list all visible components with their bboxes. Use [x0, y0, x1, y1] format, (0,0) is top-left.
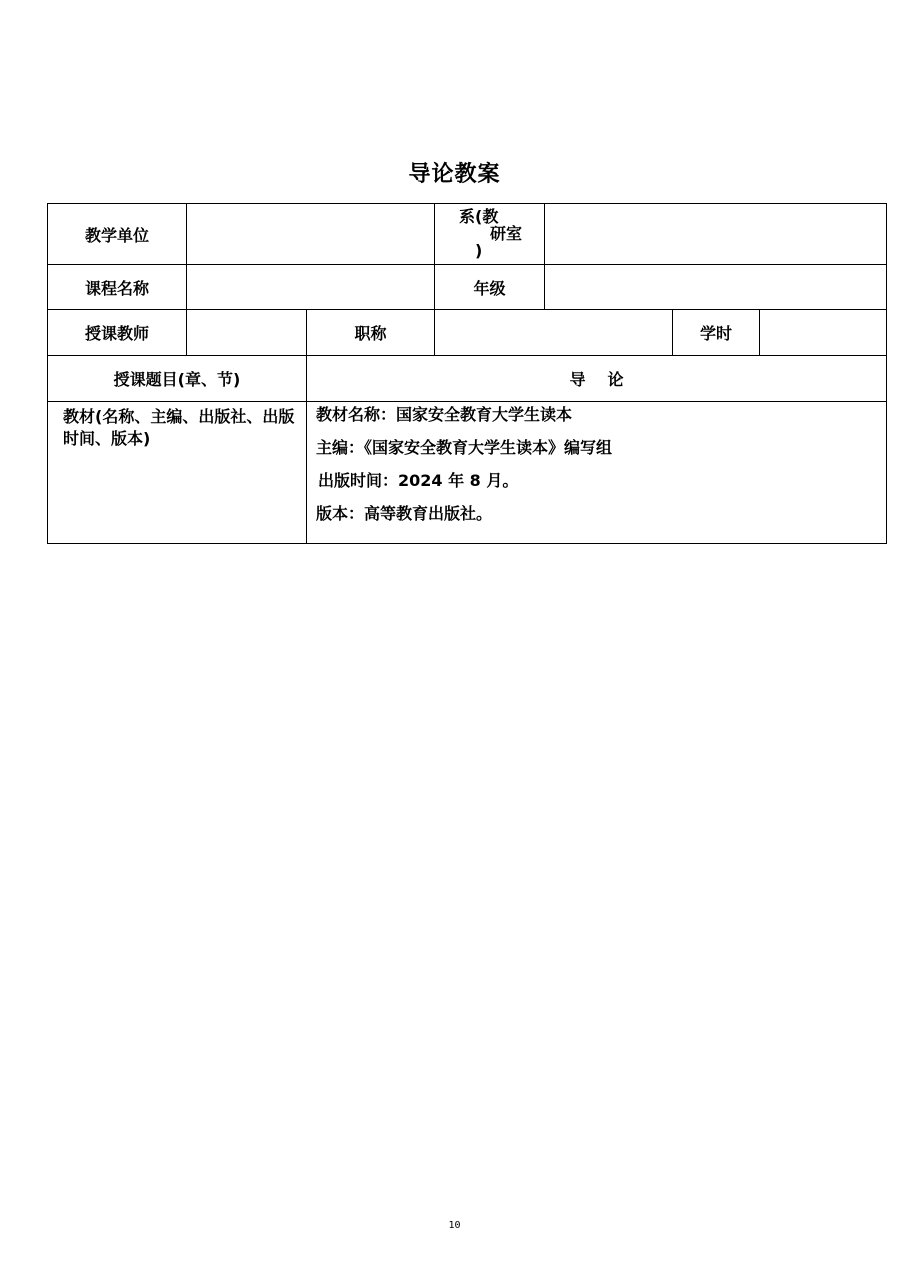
- grade-label: 年级: [435, 265, 545, 310]
- textbook-editor-line: 主编：《国家安全教育大学生读本》编写组: [316, 438, 613, 457]
- textbook-info[interactable]: [307, 402, 887, 544]
- teaching-unit-label: 教学单位: [48, 204, 187, 265]
- page-title: 导论教案: [408, 162, 501, 187]
- topic-char-2: 论: [607, 370, 624, 389]
- topic-field[interactable]: [307, 356, 887, 402]
- department-label-line1: 系(教: [459, 207, 499, 226]
- teaching-unit-field[interactable]: [187, 204, 435, 265]
- department-label-line2: 研室: [490, 224, 523, 243]
- grade-field[interactable]: [545, 265, 887, 310]
- row-teaching-unit: [48, 204, 887, 265]
- page-number: 10: [448, 1220, 461, 1231]
- topic-char-1: 导: [569, 370, 586, 389]
- course-name-field[interactable]: [187, 265, 435, 310]
- department-label-line3: ): [475, 241, 483, 260]
- department-label: [435, 204, 545, 265]
- department-field[interactable]: [545, 204, 887, 265]
- row-textbook: [48, 402, 887, 544]
- textbook-edition-line: 版本：高等教育出版社。: [316, 504, 493, 523]
- textbook-label: 教材(名称、主编、出版社、出版时间、版本): [48, 402, 307, 544]
- row-course-name: [48, 265, 887, 310]
- instructor-field[interactable]: [187, 310, 307, 356]
- row-topic: [48, 356, 887, 402]
- job-title-field[interactable]: [435, 310, 673, 356]
- hours-field[interactable]: [760, 310, 887, 356]
- lesson-plan-table: [47, 203, 887, 544]
- job-title-label: 职称: [307, 310, 435, 356]
- textbook-name-line: 教材名称：国家安全教育大学生读本: [316, 405, 573, 424]
- instructor-label: 授课教师: [48, 310, 187, 356]
- row-instructor: [48, 310, 887, 356]
- topic-label: 授课题目(章、节): [48, 356, 307, 402]
- course-name-label: 课程名称: [48, 265, 187, 310]
- textbook-date-line: 出版时间：2024 年 8 月。: [318, 471, 519, 490]
- hours-label: 学时: [673, 310, 760, 356]
